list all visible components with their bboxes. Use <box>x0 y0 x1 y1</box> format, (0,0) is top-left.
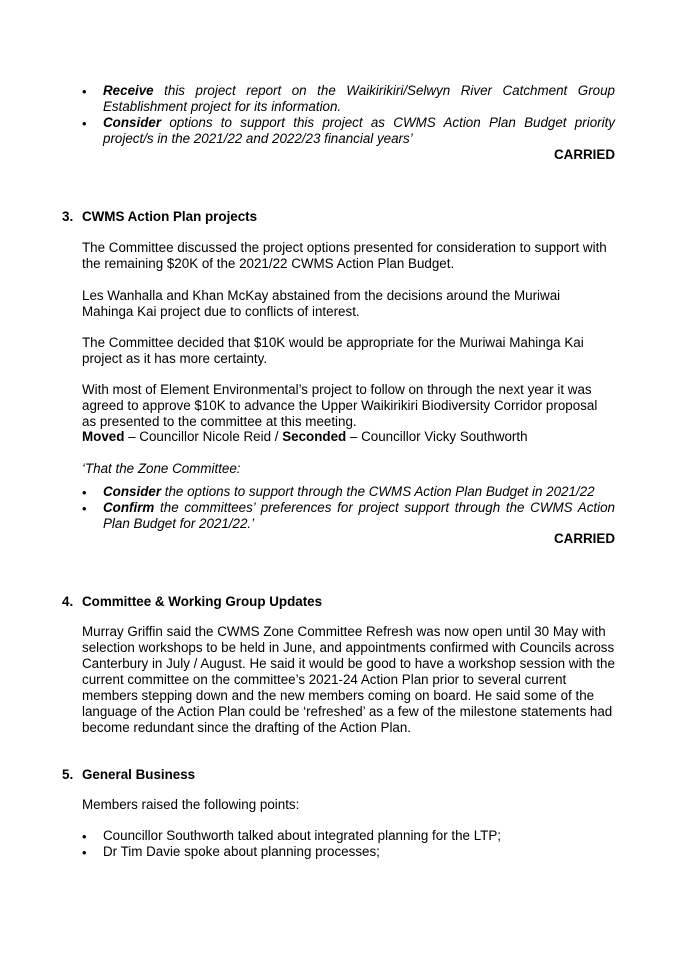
moved-label: Moved <box>82 429 125 444</box>
bullet-lead: Consider <box>103 115 162 130</box>
bullet-dot: • <box>82 84 87 99</box>
moved-text: – Councillor Nicole Reid / <box>124 429 283 444</box>
resolution-bullet-consider <box>103 115 615 147</box>
seconded-text: – Councillor Vicky Southworth <box>346 429 528 444</box>
paragraph: The Committee discussed the project options presented for consideration to support with the remaining $20K of the 2021/22 CWMS Action Plan Budget. <box>82 240 607 271</box>
paragraph: The Committee decided that $10K would be appropriate for the Muriwai Mahinga Kai project as it has more certainty. <box>82 335 584 366</box>
section-number: 4. <box>62 594 74 609</box>
resolution-intro: ‘That the Zone Committee: <box>82 461 241 476</box>
list-item: Dr Tim Davie spoke about planning processes; <box>103 844 380 859</box>
bullet-dot: • <box>82 485 87 500</box>
bullet-dot: • <box>82 116 87 131</box>
paragraph: Members raised the following points: <box>82 797 300 812</box>
bullet-dot: • <box>82 501 87 516</box>
bullet-dot: • <box>82 829 87 844</box>
carried-label: CARRIED <box>553 531 615 546</box>
resolution-bullet-consider <box>103 484 615 500</box>
moved-seconded-line <box>82 429 615 445</box>
bullet-lead: Receive <box>103 83 154 98</box>
resolution-bullet-confirm <box>103 500 615 532</box>
section-number: 5. <box>62 767 74 782</box>
bullet-text: options to support this project as CWMS Action Plan Budget priority project/s in the 2021/22 and 2022/23 financial years’ <box>103 115 615 146</box>
section-heading: General Business <box>82 767 196 782</box>
section-heading: Committee & Working Group Updates <box>82 594 323 609</box>
section-number: 3. <box>62 209 74 224</box>
carried-label: CARRIED <box>553 147 615 162</box>
paragraph: With most of Element Environmental’s project to follow on through the next year it was agreed to approve $10K to advance the Upper Waikirikiri Biodiversity Corridor proposal as presented to the committee at this meeting. <box>82 382 598 429</box>
list-item: Councillor Southworth talked about integrated planning for the LTP; <box>103 828 501 843</box>
bullet-dot: • <box>82 845 87 860</box>
paragraph: Murray Griffin said the CWMS Zone Committee Refresh was now open until 30 May with selection workshops to be held in June, and appointments confirmed with Councils across Canterbury in July / August. He said it would be good to have a workshop session with the current committee on the committee’s 2021-24 Action Plan prior to several current members stepping down and the new members coming on board. He said some of the language of the Action Plan could be ‘refreshed’ as a few of the milestone statements had become redundant since the drafting of the Action Plan. <box>82 624 615 735</box>
resolution-bullet-receive <box>103 83 615 115</box>
paragraph: Les Wanhalla and Khan McKay abstained from the decisions around the Muriwai Mahinga Kai project due to conflicts of interest. <box>82 288 561 319</box>
section-heading: CWMS Action Plan projects <box>82 209 258 224</box>
bullet-lead: Consider <box>103 484 162 499</box>
bullet-text: the options to support through the CWMS Action Plan Budget in 2021/22 <box>161 484 595 499</box>
bullet-lead: Confirm <box>103 500 155 515</box>
seconded-label: Seconded <box>282 429 347 444</box>
bullet-text: the committees’ preferences for project support through the CWMS Action Plan Budget for 2021/22.’ <box>103 500 615 531</box>
bullet-text: this project report on the Waikirikiri/Selwyn River Catchment Group Establishment project for its information. <box>103 83 615 114</box>
